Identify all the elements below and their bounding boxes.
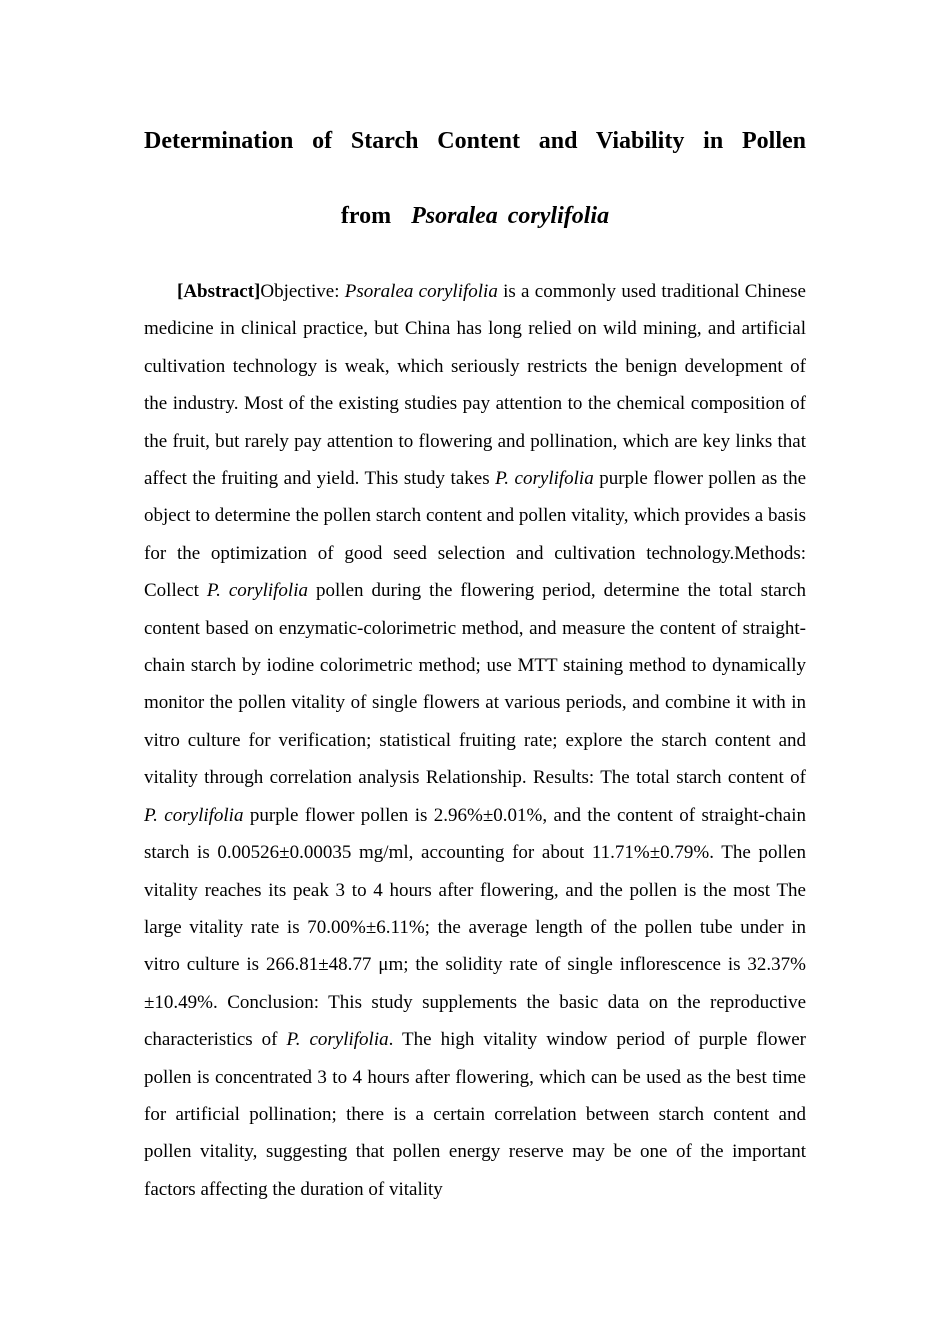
abstract-seg-8: purple flower pollen is 2.96%±0.01%, and the content of straight-chain starch is 0.00526±0.00035 mg/ml, accounting for about 11.71%±0.79%. The pollen vitality reaches its peak 3 to 4 hours after flowering, and the pollen is the most The large vitality rate is 70.00%±6.11%; the average length of the pollen tube under in vitro culture is 266.81±48.77 μm; the solidity rate of single inflorescence is 32.37%±10.49%. Conclusion: This study supplements the basic data on the reproductive characteristics of <box>144 804 806 1051</box>
abstract-paragraph <box>144 273 806 1208</box>
abstract-seg-2: is a commonly used traditional Chinese medicine in clinical practice, but China has long relied on wild mining, and artificial cultivation technology is weak, which seriously restricts the benign development of the industry. Most of the existing studies pay attention to the chemical composition of the fruit, but rarely pay attention to flowering and pollination, which are key links that affect the fruiting and yield. This study takes <box>144 281 806 490</box>
title-line-1: Determination of Starch Content and Viability in Pollen <box>144 128 806 154</box>
title-species-name: Psoralea corylifolia <box>411 203 610 229</box>
abstract-seg-10: . The high vitality window period of purple flower pollen is concentrated 3 to 4 hours after flowering, which can be used as the best time for artificial pollination; there is a certain correlation between starch content and pollen vitality, suggesting that pollen energy reserve may be one of the important factors affecting the duration of vitality <box>144 1029 807 1200</box>
abstract-seg-4: purple flower pollen as the object to determine the pollen starch content and pollen vitality, which provides a basis for the optimization of good seed selection and cultivation technology.Methods: Collect <box>144 468 807 602</box>
abstract-seg-0: Objective: <box>260 281 345 302</box>
paper-title <box>144 104 806 254</box>
abstract-seg-7: P. corylifolia <box>144 804 244 826</box>
title-line-2 <box>144 179 806 254</box>
abstract-label: [Abstract] <box>177 281 261 302</box>
title-prefix: from <box>340 203 392 229</box>
abstract-seg-5: P. corylifolia <box>206 580 308 602</box>
abstract-seg-6: pollen during the flowering period, determine the total starch content based on enzymatic-colorimetric method, and measure the content of straight-chain starch by iodine colorimetric method; use MTT staining method to dynamically monitor the pollen vitality of single flowers at various periods, and combine it with in vitro culture for verification; statistical fruiting rate; explore the starch content and vitality through correlation analysis Relationship. Results: The total starch content of <box>144 580 806 789</box>
abstract-seg-1: Psoralea corylifolia <box>344 281 498 302</box>
abstract-seg-9: P. corylifolia <box>286 1029 389 1051</box>
abstract-seg-3: P. corylifolia <box>495 468 594 490</box>
